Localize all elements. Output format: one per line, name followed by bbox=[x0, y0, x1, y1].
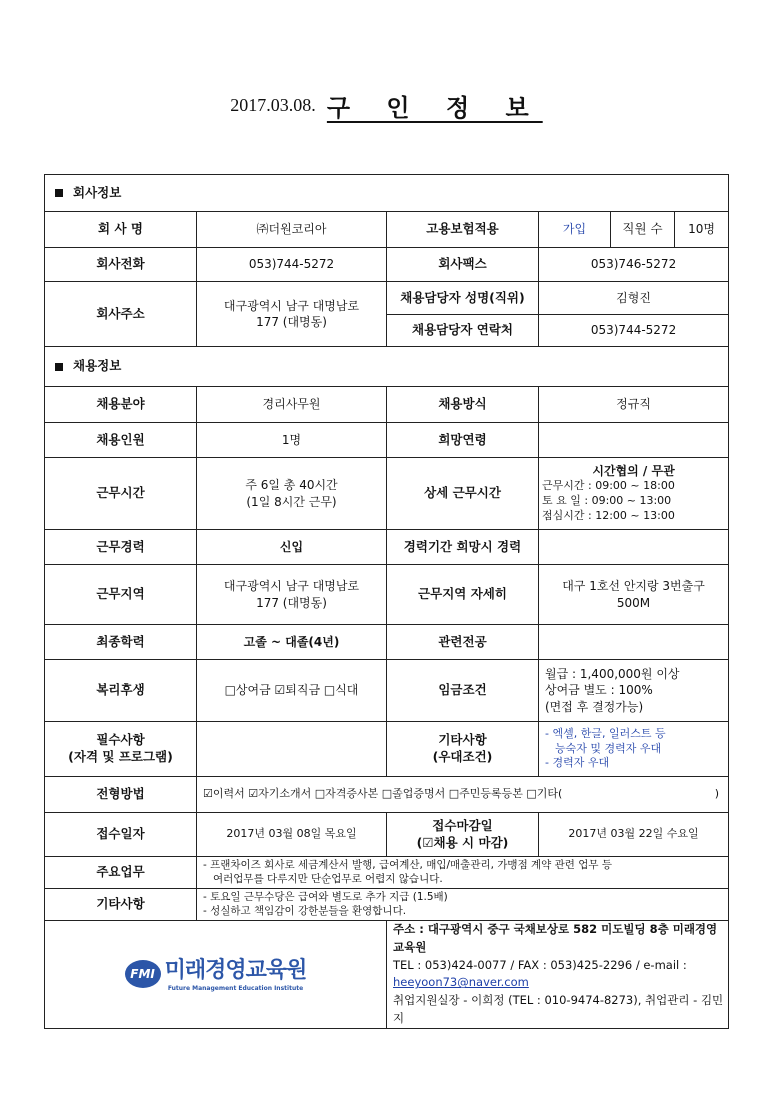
count-value: 1명 bbox=[197, 423, 387, 458]
fmi-badge-icon: FMI bbox=[125, 960, 161, 988]
welfare-value: □상여금 ☑퇴직금 □식대 bbox=[197, 660, 387, 722]
apply-date-label: 접수일자 bbox=[45, 813, 197, 857]
education-label: 최종학력 bbox=[45, 625, 197, 660]
other-label: 기타사항 (우대조건) bbox=[387, 722, 539, 777]
wage-label: 임금조건 bbox=[387, 660, 539, 722]
apply-date-value: 2017년 03월 08일 목요일 bbox=[197, 813, 387, 857]
wage-value: 월급 : 1,400,000원 이상 상여금 별도 : 100% (면접 후 결정가능) bbox=[539, 660, 729, 722]
company-phone-label: 회사전화 bbox=[45, 248, 197, 282]
welfare-label: 복리후생 bbox=[45, 660, 197, 722]
field-value: 경리사무원 bbox=[197, 387, 387, 423]
region-detail-label: 근무지역 자세히 bbox=[387, 565, 539, 625]
employees-label: 직원 수 bbox=[611, 212, 675, 248]
career-period-value bbox=[539, 530, 729, 565]
region-label: 근무지역 bbox=[45, 565, 197, 625]
logo-name: 미래경영교육원 bbox=[164, 957, 307, 983]
square-bullet-icon bbox=[55, 363, 63, 371]
method-value: 정규직 bbox=[539, 387, 729, 423]
contact-phone-value: 053)744-5272 bbox=[539, 315, 729, 347]
footer-logo-cell bbox=[45, 921, 387, 1029]
contact-name-label: 채용담당자 성명(직위) bbox=[387, 282, 539, 315]
section-recruit: 채용정보 bbox=[45, 347, 729, 387]
company-name-value: ㈜더원코리아 bbox=[197, 212, 387, 248]
email-link[interactable]: heeyoon73@naver.com bbox=[393, 975, 529, 990]
detail-hours-label: 상세 근무시간 bbox=[387, 458, 539, 530]
method-label: 채용방식 bbox=[387, 387, 539, 423]
footer-address: 주소 : 대구광역시 중구 국채보상로 582 미도빌딩 8층 미래경영교육원 bbox=[393, 922, 718, 954]
document-title bbox=[0, 88, 773, 123]
required-label: 필수사항 (자격 및 프로그램) bbox=[45, 722, 197, 777]
footer-contact bbox=[387, 921, 729, 1029]
duties-label: 주요업무 bbox=[45, 857, 197, 889]
etc-value: - 토요일 근무수당은 급여와 별도로 추가 지급 (1.5배) - 성실하고 책임감이 강한분들을 환영합니다. bbox=[197, 889, 729, 921]
company-phone-value: 053)744-5272 bbox=[197, 248, 387, 282]
required-value bbox=[197, 722, 387, 777]
section-company: 회사정보 bbox=[45, 175, 729, 212]
footer-tel-fax: TEL : 053)424-0077 / FAX : 053)425-2296 / e-mail : heeyoon73@naver.com bbox=[393, 957, 687, 990]
hours-value: 주 6일 총 40시간 (1일 8시간 근무) bbox=[197, 458, 387, 530]
education-value: 고졸 ~ 대졸(4년) bbox=[197, 625, 387, 660]
insurance-label: 고용보험적용 bbox=[387, 212, 539, 248]
screening-value: ☑이력서 ☑자기소개서 □자격증사본 □졸업증명서 □주민등록등본 □기타( ) bbox=[197, 777, 729, 813]
deadline-label: 접수마감일 (☑채용 시 마감) bbox=[387, 813, 539, 857]
company-address-value: 대구광역시 남구 대명남로 177 (대명동) bbox=[197, 282, 387, 347]
career-value: 신입 bbox=[197, 530, 387, 565]
contact-name-value: 김형진 bbox=[539, 282, 729, 315]
footer-staff: 취업지원실장 - 이희정 (TEL : 010-9474-8273), 취업관리 - 김민지 bbox=[393, 993, 724, 1026]
field-label: 채용분야 bbox=[45, 387, 197, 423]
count-label: 채용인원 bbox=[45, 423, 197, 458]
square-bullet-icon bbox=[55, 189, 63, 197]
job-posting-table bbox=[44, 174, 729, 1029]
posting-date: 2017.03.08. bbox=[230, 95, 316, 115]
company-fax-value: 053)746-5272 bbox=[539, 248, 729, 282]
detail-hours-value: 시간협의 / 무관 근무시간 : 09:00 ~ 18:00 토 요 일 : 09:00 ~ 13:00 점심시간 : 12:00 ~ 13:00 bbox=[539, 458, 729, 530]
hours-label: 근무시간 bbox=[45, 458, 197, 530]
screening-label: 전형방법 bbox=[45, 777, 197, 813]
contact-phone-label: 채용담당자 연락처 bbox=[387, 315, 539, 347]
career-label: 근무경력 bbox=[45, 530, 197, 565]
career-period-label: 경력기간 희망시 경력 bbox=[387, 530, 539, 565]
logo-subtitle: Future Management Education Institute bbox=[167, 985, 304, 993]
duties-value: - 프랜차이즈 회사로 세금계산서 발행, 급여계산, 매입/매출관리, 가맹점 계약 관련 업무 등 여러업무를 다루지만 단순업무로 어렵지 않습니다. bbox=[197, 857, 729, 889]
age-value bbox=[539, 423, 729, 458]
etc-label: 기타사항 bbox=[45, 889, 197, 921]
region-detail-value: 대구 1호선 안지랑 3번출구 500M bbox=[539, 565, 729, 625]
age-label: 희망연령 bbox=[387, 423, 539, 458]
fmi-logo bbox=[45, 956, 386, 994]
other-value: - 엑셀, 한글, 일러스트 등 능숙자 및 경력자 우대 - 경력자 우대 bbox=[539, 722, 729, 777]
company-name-label: 회 사 명 bbox=[45, 212, 197, 248]
major-label: 관련전공 bbox=[387, 625, 539, 660]
insurance-value: 가입 bbox=[539, 212, 611, 248]
employees-value: 10명 bbox=[675, 212, 729, 248]
deadline-value: 2017년 03월 22일 수요일 bbox=[539, 813, 729, 857]
page-title: 구 인 정 보 bbox=[326, 93, 543, 122]
company-address-label: 회사주소 bbox=[45, 282, 197, 347]
company-fax-label: 회사팩스 bbox=[387, 248, 539, 282]
major-value bbox=[539, 625, 729, 660]
region-value: 대구광역시 남구 대명남로 177 (대명동) bbox=[197, 565, 387, 625]
